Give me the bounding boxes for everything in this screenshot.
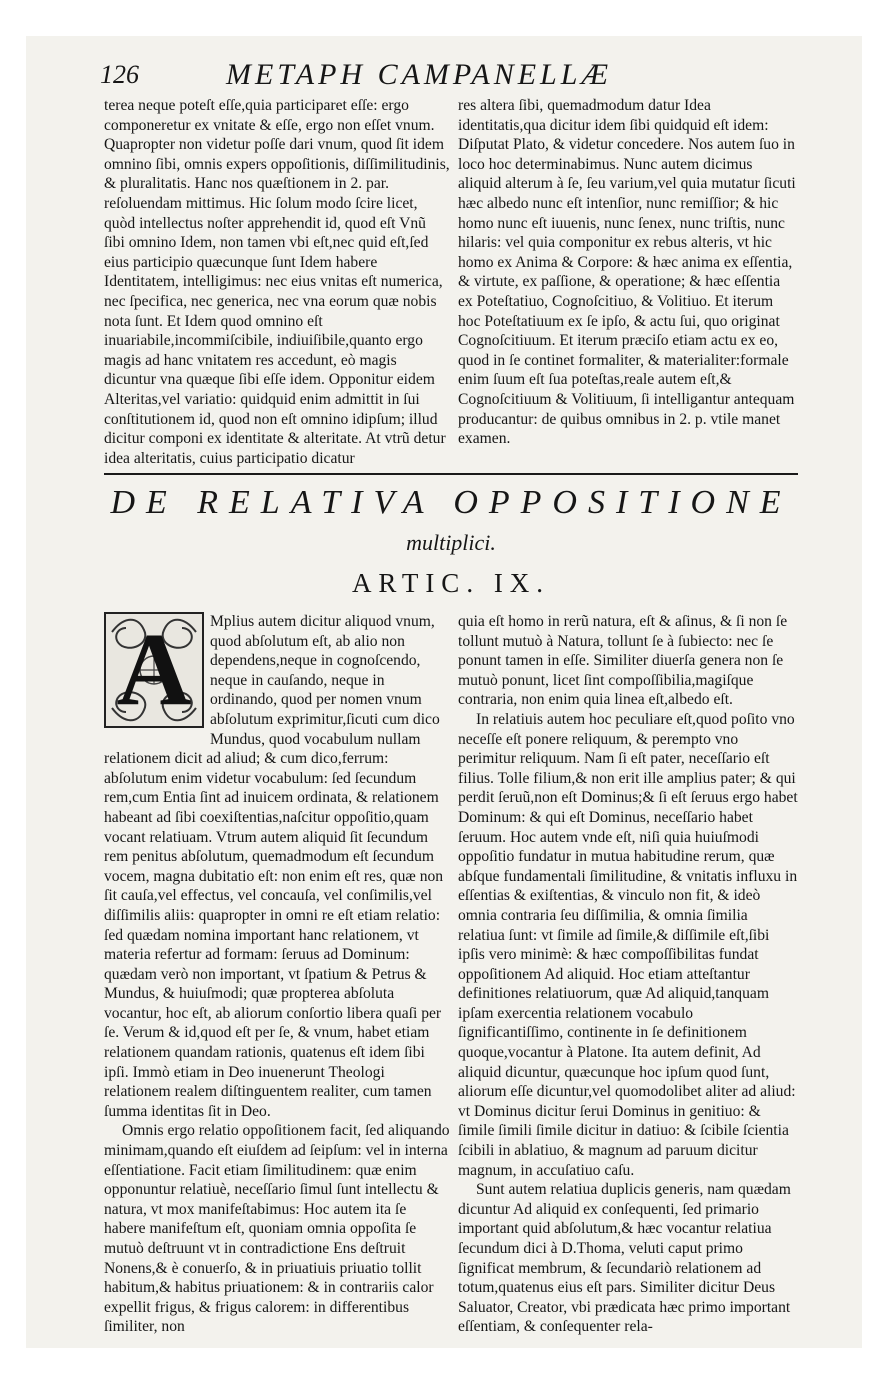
- book-page: [26, 36, 862, 1348]
- article-heading: ARTIC. IX.: [351, 568, 551, 598]
- top-right-text: res altera ſibi, quemadmodum datur Idea identitatis,qua dicitur idem ſibi quidquid eſt idem: Diſputat Plato, & videtur concedere. Nos autem ſuo in loco hoc determinabimus. Nunc autem dicimus aliquid alterum à ſe, ſeu varium,vel quia mutatur ſicuti hæc albedo nunc eſt intenſior, nunc remiſſior; & hic homo nunc eſt iuuenis, nunc ſenex, nunc triſtis, nunc hilaris: vel quia componitur ex rebus alteris, vt hic homo ex Anima & Corpore: & hæc anima ex eſſentia, & virtute, ex paſſione, & operatione; & hæc eſſentia ex Poteſtatiuo, Cognoſcitiuo, & Volitiuo. Et iterum hoc Poteſtatiuum ex ſe ipſo, & actu ſui, quo originat Cognoſcitiuum. Et iterum præciſo etiam actu ex eo, quod in ſe continet formaliter, & materialiter:formale enim ſuum eſt ſua poteſtas,reale autem eſt,& Cognoſcitiuum & Volitiuum, ſi intelligantur antequam producantur: de quibus omnibus in 2. p. vtile manet examen.: [458, 97, 796, 448]
- body-left-paragraph-1: Mplius autem dicitur aliquod vnum, quod abſolutum eſt, ab alio non dependens,neque in cognoſcendo, neque in cauſando, neque in ordinando, quod per nomen vnum abſolutum exprimitur,ſicuti cum dico Mundus, quod vocabulum nullam relationem dicit ad aliud; & cum dico,ferrum: abſolutum enim videtur vocabulum: ſed ſecundum rem,cum Entia ſint ad inuicem ordinata, & relationem habeant ad ſibi coexiſtentias,naſcitur oppoſitio,quam vocant relatiuam. Vtrum autem aliquid ſit ſecundum rem penitus abſolutum, quemadmodum eſt ſecundum vocem, magna dubitatio eſt: non enim eſt res, quæ non ſit cauſa,vel effectus, vel concauſa, vel conſimilis,vel diſſimilis aliis: quapropter in omni re eſt etiam relatio: ſed quædam nomina important hanc relationem, vt materia refertur ad formam: ſeruus ad Dominum: quædam verò non important, vt ſpatium & Petrus & Mundus, & huiuſmodi; quæ propterea abſoluta vocantur, hoc eſt, ab aliorum conſortio libera quaſi per ſe. Verum & id,quod eſt per ſe, & vnum, habet etiam relationem quandam rationis, quatenus eſt idem ſibi ipſi. Immò etiam in Deo inuenerunt Theologi relationem realem diſtinguentem realiter, cum tamen ſumma identitas ſit in Deo.: [104, 613, 444, 1120]
- body-right-paragraph-3: Sunt autem relatiua duplicis generis, nam quædam dicuntur Ad aliquid ex conſequenti, ſed primario important quid abſolutum,& hæc vocantur relatiua ſecundum dici à D.Thoma, veluti caput primo ſignificat membrum, & ſecundariò relationem ad totum,quatenus eius eſt pars. Similiter dicitur Deus Saluator, Creator, vbi prædicata hæc primo important eſſentiam, & conſequenter rela-: [458, 1181, 791, 1336]
- body-left-column: [104, 612, 450, 1337]
- body-left-paragraph-2: Omnis ergo relatio oppoſitionem facit, ſed aliquando minimam,quando eſt eiuſdem ad ſeipſum: vel in interna eſſentiatione. Facit etiam ſimilitudinem: quæ enim opponuntur relatiuè, neceſſario ſimul ſunt intellectu & natura, vt mox manifeſtabimus: Hoc autem ita ſe habere manifeſtum eſt, quoniam omnia oppoſita ſe mutuò deſtruunt vt in contradictione Ens deſtruit Nonens,& è conuerſo, & in priuatiuis priuatio tollit habitum,& habitus priuationem: & in contrariis calor expellit frigus, & frigus calorem: in differentibus ſimiliter, non: [104, 1122, 450, 1336]
- top-left-text: terea neque poteſt eſſe,quia participaret eſſe: ergo componeretur ex vnitate & eſſe, ergo non eſſet vnum. Quapropter non videtur poſſe dari vnum, quod ſit idem omnino ſibi, omnis expers oppoſitionis, diſſimilitudinis, & pluralitatis. Hanc nos quæſtionem in 2. par. reſoluendam mittimus. Hic ſolum modo ſcire licet, quòd intellectus noſter apprehendit id, quod eſt Vnũ ſibi omnino Idem, non tamen vbi eſt,nec quid eſt,ſed eius participio quæcunque ſunt Idem habere Identitatem, intelligimus: nec eius vnitas eſt numerica, nec ſpecifica, nec generica, nec vna eorum quæ nobis nota ſunt. Et Idem quod omnino eſt inuariabile,incommiſcibile, indiuiſibile,quanto ergo magis ad hanc vnitatem res accedunt, eò magis dicuntur vna quæque ſibi eſſe idem. Opponitur eidem Alteritas,vel variatio: quidquid enim admittit in ſui conſtitutionem id, quod non eſt omnino idipſum; illud dicitur componi ex identitate & alteritate. At vtrũ detur idea alteritatis, cuius participatio dicatur: [104, 97, 450, 467]
- top-left-column: [104, 96, 450, 468]
- running-head: [26, 54, 862, 94]
- page-number: 126: [100, 60, 139, 89]
- body-right-paragraph-2: In relatiuis autem hoc peculiare eſt,quod poſito vno neceſſe eſt ponere reliquum, & perempto vno perimitur reliquum. Nam ſi eſt pater, neceſſario eſt filius. Tolle filium,& non erit ille amplius pater; & qui perdit ſeruũ,non eſt Dominus;& ſi eſt ſeruus ergo habet Dominum: & qui eſt Dominus, neceſſario habet ſeruum. Hoc autem vnde eſt, niſi quia huiuſmodi oppoſitio fundatur in mutua habitudine rerum, quæ abſque fundamentali ſimilitudine, & vnitatis influxu in eſſentias & exiſtentias, & vinculo non fit, & ideò omnia contraria ſeu diſſimilia, & omnia ſimilia relatiua ſunt: vt ſimile ad ſimile,& diſſimile eſt,ſibi ipſis vero minimè: & hæc compoſſibilitas fundat oppoſitionem Ad aliquid. Hoc etiam atteſtantur definitiones relatiuorum, quæ Ad aliquid,tanquam ipſam exercentia relationem vocabulo ſignificantiſſimo, continente in ſe definitionem quoque,vocantur à Platone. Ita autem definit, Ad aliquid dicuntur, quæcunque hoc ipſum quod ſunt, aliorum eſſe dicuntur,vel quomodolibet aliter ad aliud: vt Dominus dicitur ſerui Dominus in genitiuo: & ſimile ſimili ſimile dicitur in datiuo: & ſcibile ſcientia ſcibili in ablatiuo, & magnum ad paruum dicitur magnum, in accuſatiuo caſu.: [458, 710, 798, 1179]
- body-right-paragraph-1: quia eſt homo in rerũ natura, eſt & aſinus, & ſi non ſe tollunt mutuò à Natura, tollunt ſe à ſubiecto: nec ſe ponunt tamen in eſſe. Similiter diuerſa genera non ſe mutuò ponunt, licet ſint compoſſibilia,magiſque contraria, non enim quia linea eſt,albedo eſt.: [458, 613, 788, 709]
- ornamental-initial: [104, 612, 204, 728]
- body-right-column: [458, 612, 798, 1337]
- section-subtitle: multiplici.: [406, 530, 496, 555]
- section-title: DE RELATIVA OPPOSITIONE: [110, 484, 792, 521]
- section-divider-rule: [104, 473, 798, 475]
- drop-cap-letter: A: [116, 612, 192, 727]
- running-title: METAPH CAMPANELLÆ: [226, 58, 613, 91]
- top-right-column: [458, 96, 798, 449]
